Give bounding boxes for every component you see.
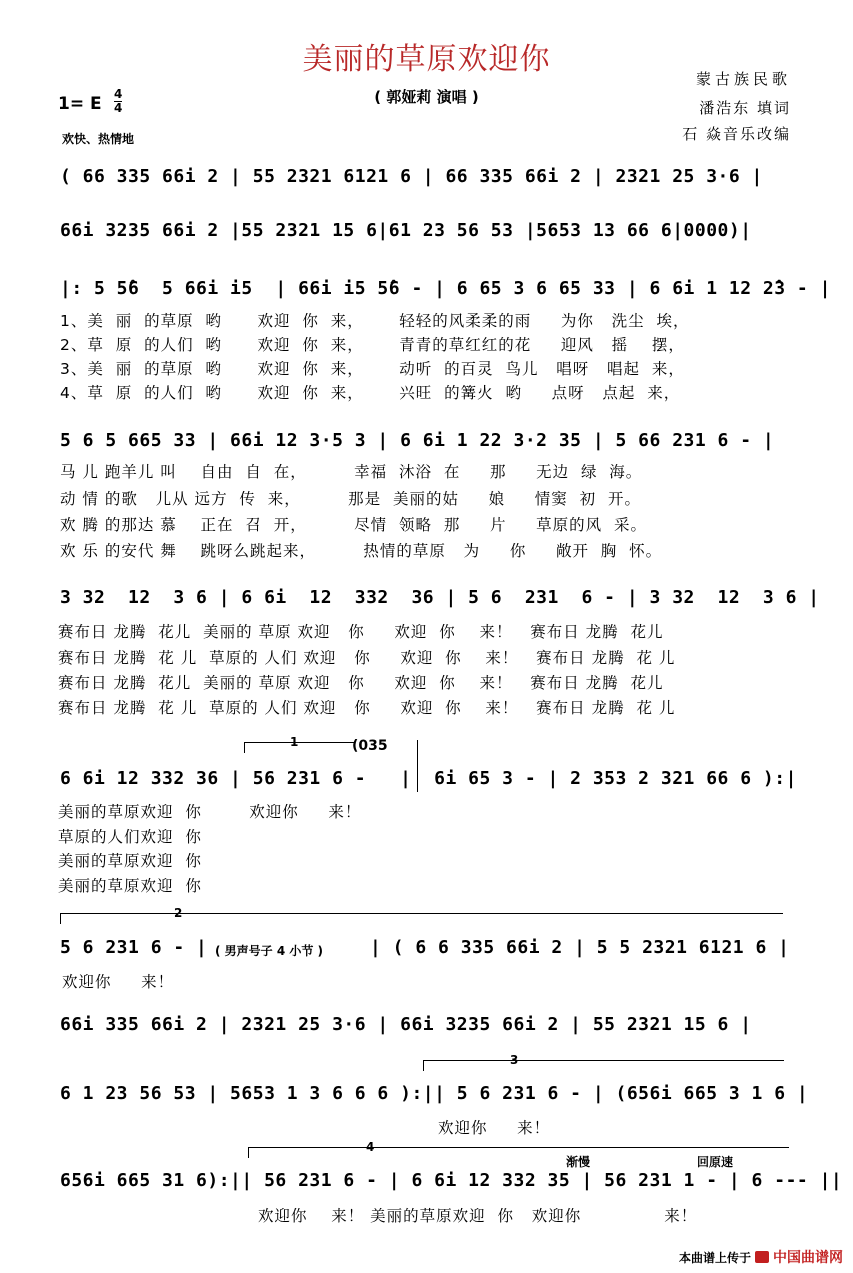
arranger-credit: 石 焱音乐改编 (682, 125, 791, 143)
male-call-note: ( 男声号子 4 小节 ) (215, 944, 324, 958)
notation-line-8: 66i 335 66i 2 | 2321 25 3·6 | 66i 3235 66i 2 | 55 2321 15 6 | (60, 1014, 752, 1035)
pickup-notes: (035 (352, 738, 388, 754)
volta-label-3: 3 (510, 1053, 519, 1067)
volta-bracket-3 (423, 1060, 784, 1071)
lyric-line: 2、草 原 的人们 哟 欢迎 你 来， 青青的草红红的花 迎风 摇 摆， (60, 336, 685, 354)
notation-line-7b: | ( 6 6 335 66i 2 | 5 5 2321 6121 6 | (370, 937, 790, 958)
time-signature (114, 88, 122, 115)
lyric-line: 欢迎你 来！ 美丽的草原欢迎 你 欢迎你 来！ (258, 1207, 698, 1225)
tempo-marking: 欢快、热情地 (62, 132, 135, 146)
site-logo-icon (755, 1251, 769, 1263)
volta-bracket-2 (60, 913, 783, 924)
lyric-line: 草原的人们欢迎 你 (58, 828, 202, 846)
lyric-line: 赛布日 龙腾 花 儿 草原的 人们 欢迎 你 欢迎 你 来！ 赛布日 龙腾 花 儿 (58, 649, 676, 667)
song-title: 美丽的草原欢迎你 (302, 42, 551, 77)
lyric-line: 欢迎你 来！ (62, 973, 175, 991)
notation-line-3: |: 5 5̂6 5 66i i5 | 66i i5 5̂6 - | 6 65 3 6 65 33 | 6 6i 1 12 2̂3 - | (60, 278, 831, 299)
notation-line-4: 5 6 5 665 33 | 66i 12 3·5 3 | 6 6i 1 22 3·2 35 | 5 66 231 6 - | (60, 430, 775, 451)
lyricist-credit: 潘浩东 填词 (699, 99, 791, 117)
site-name[interactable]: 中国曲谱网 (773, 1250, 843, 1266)
upload-text: 本曲谱上传于 (678, 1250, 751, 1265)
site-footer (679, 1247, 843, 1267)
notation-line-6: 6 6i 12 332 36 | 56 231 6 - | 6i 65 3 - | 2 353 2 321 66 6 ):| (60, 768, 797, 789)
lyric-line: 3、美 丽 的草原 哟 欢迎 你 来， 动听 的百灵 鸟儿 唱呀 唱起 来， (60, 360, 685, 378)
volta-label-2: 2 (174, 906, 183, 920)
notation-line-5: 3 32 12 3 6 | 6 6i 12 332 36 | 5 6 231 6 - | 3 32 12 3 6 | (60, 587, 820, 608)
volta-bracket-1 (244, 742, 355, 753)
lyric-line: 欢 乐 的安代 舞 跳呀么跳起来， 热情的草原 为 你 敞开 胸 怀。 (60, 542, 663, 560)
volta-label-1: 1 (290, 735, 299, 749)
lyric-line: 4、草 原 的人们 哟 欢迎 你 来， 兴旺 的篝火 哟 点呀 点起 来， (60, 384, 681, 402)
time-bottom: 4 (114, 101, 123, 115)
key-signature: 1= E (58, 94, 102, 114)
origin-credit: 蒙古族民歌 (695, 70, 791, 88)
notation-line-1: ( 66 335 66i 2 | 55 2321 6121 6 | 66 335 66i 2 | 2321 25 3·6 | (60, 166, 763, 187)
notation-line-10: 656i 665 31 6):|| 56 231 6 - | 6 6i 12 332 35 | 56 231 1 - | 6 --- || (60, 1170, 843, 1191)
ritardando-mark: 渐慢 (566, 1155, 591, 1169)
lyric-line: 马 儿 跑羊儿 叫 自由 自 在， 幸福 沐浴 在 那 无边 绿 海。 (60, 463, 643, 481)
lyric-line: 美丽的草原欢迎 你 欢迎你 来！ (58, 803, 362, 821)
lyric-line: 赛布日 龙腾 花儿 美丽的 草原 欢迎 你 欢迎 你 来！ 赛布日 龙腾 花儿 (58, 674, 664, 692)
lyric-line: 欢迎你 来！ (438, 1119, 551, 1137)
lyric-line: 赛布日 龙腾 花儿 美丽的 草原 欢迎 你 欢迎 你 来！ 赛布日 龙腾 花儿 (58, 623, 664, 641)
lyric-line: 欢 腾 的那达 慕 正在 召 开， 尽情 领略 那 片 草原的风 采。 (60, 516, 647, 534)
lyric-line: 动 情 的歌 儿从 远方 传 来， 那是 美丽的姑 娘 情窦 初 开。 (60, 490, 642, 508)
time-top: 4 (114, 87, 123, 101)
notation-line-7a: 5 6 231 6 - | (60, 937, 208, 958)
notation-line-2: 66i 3235 66i 2 |55 2321 15 6|61 23 56 53 |5653 13 66 6|0000)| (60, 220, 752, 241)
lyric-line: 赛布日 龙腾 花 儿 草原的 人们 欢迎 你 欢迎 你 来！ 赛布日 龙腾 花 儿 (58, 699, 676, 717)
volta-label-4: 4 (366, 1140, 375, 1154)
lyric-line: 美丽的草原欢迎 你 (58, 877, 202, 895)
singer-credit: ( 郭娅莉 演唱 ) (374, 88, 479, 106)
a-tempo-mark: 回原速 (697, 1155, 734, 1169)
notation-line-9: 6 1 23 56 53 | 5653 1 3 6 6 6 ):|| 5 6 231 6 - | (656i 665 3 1 6 | (60, 1083, 809, 1104)
lyric-line: 美丽的草原欢迎 你 (58, 852, 202, 870)
lyric-line: 1、美 丽 的草原 哟 欢迎 你 来， 轻轻的风柔柔的雨 为你 洗尘 埃， (60, 312, 690, 330)
